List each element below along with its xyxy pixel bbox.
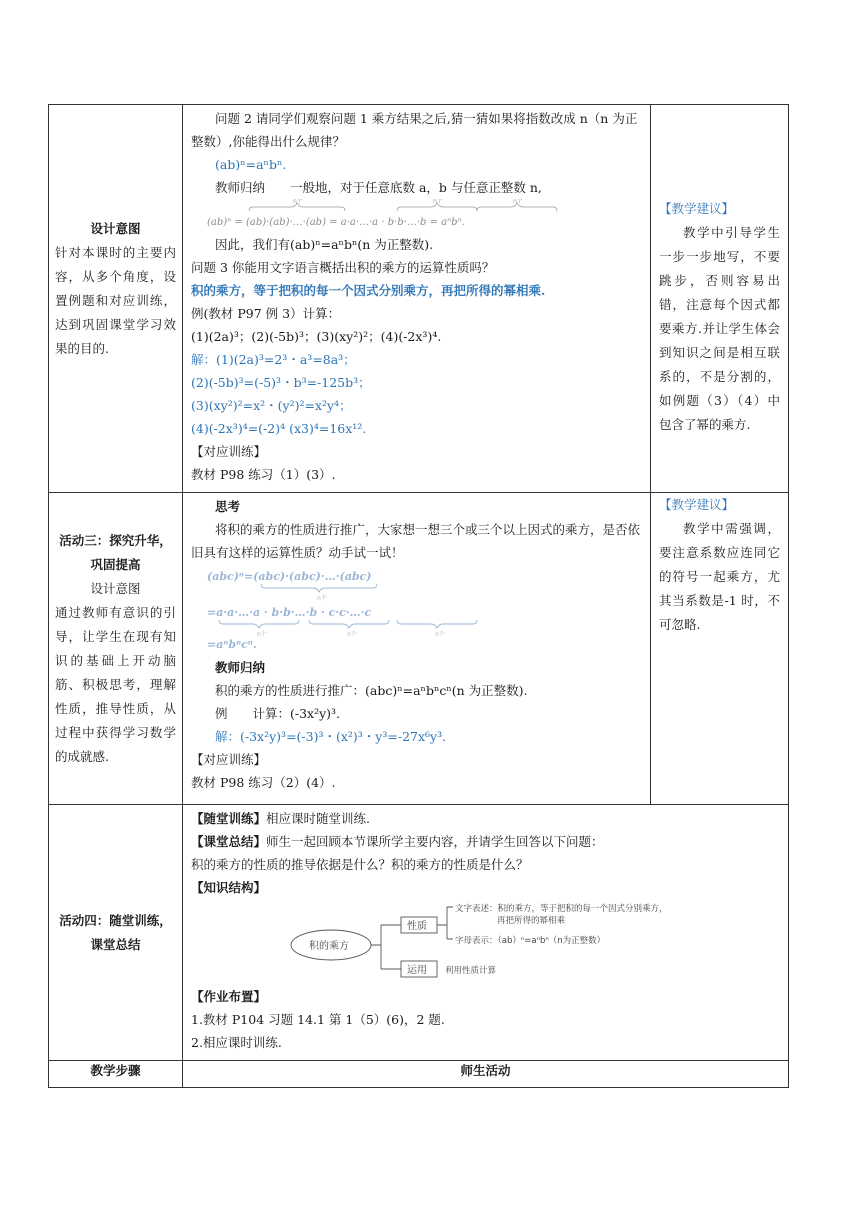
left-cell: [49, 105, 183, 493]
brace-label: n个: [317, 595, 327, 602]
teaching-tip-title: 【教学建议】: [659, 201, 735, 216]
diagram-text-desc-2: 再把所得的幂相乘: [497, 916, 566, 926]
drill-title: 【随堂训练】: [191, 811, 267, 826]
knowledge-structure-diagram: [281, 899, 721, 985]
example-title: 例(教材 P97 例 3）计算：: [191, 306, 341, 321]
therefore-text: 因此，我们有(ab)ⁿ=aⁿbⁿ(n 为正整数).: [215, 237, 434, 252]
teacher-summary-title: 教师归纳: [215, 660, 266, 675]
diagram-text-desc-1: 文字表述：积的乘方，等于把积的每一个因式分别乘方，: [455, 904, 668, 914]
formula-text: (ab)ⁿ = (ab)·(ab)·…·(ab) = a·a·…·a · b·b·…·b = aⁿbⁿ.: [207, 217, 465, 228]
design-intent-text: 通过教师有意识的引导，让学生在现有知识的基础上开动脑筋、积极思考，理解性质，推导性质，从过程中获得学习数学的成就感.: [55, 605, 176, 764]
q2-answer: (ab)ⁿ=aⁿbⁿ.: [215, 157, 287, 172]
example-text: 例 计算：(-3x²y)³.: [215, 706, 341, 721]
right-cell: [651, 493, 789, 805]
brace-label: n个: [293, 199, 303, 205]
diagram-branch-use: 运用: [407, 965, 427, 976]
example-solution: 解：(-3x²y)³=(-3)³・(x²)³・y³=-27x⁶y³.: [215, 729, 447, 744]
header-steps: 教学步骤: [49, 1061, 183, 1088]
question-2: 问题 2 请同学们观察问题 1 乘方结果之后,猜一猜如果将指数改成 n（n 为正整数）,你能得出什么规律？: [191, 111, 638, 149]
lesson-table: [48, 104, 789, 1088]
structure-title: 【知识结构】: [191, 880, 267, 895]
teaching-tip-text: 教学中引导学生一步一步地写，不要跳步，否则容易出错，注意每个因式都要乘方.并让学生体会到知识之间是相互联系的，不是分割的，如例题（3）（4）中包含了幂的乘方.: [659, 225, 780, 432]
design-intent-text: 针对本课时的主要内容，从多个角度，设置例题和对应训练，达到巩固课堂学习效果的目的.: [55, 245, 176, 356]
summary-title: 【课堂总结】: [191, 834, 267, 849]
teacher-summary-text: 积的乘方的性质进行推广：(abc)ⁿ=aⁿbⁿcⁿ(n 为正整数).: [215, 683, 528, 698]
solution-2: (2)(-5b)³=(-5)³・b³=-125b³；: [191, 375, 371, 390]
table-row: [49, 493, 789, 805]
summary-question: 积的乘方的性质的推导依据是什么？积的乘方的性质是什么？: [191, 857, 529, 872]
header-activities: 师生活动: [183, 1061, 789, 1088]
solution-4: (4)(-2x³)⁴=(-2)⁴ (x3)⁴=16x¹².: [191, 421, 367, 436]
main-cell: [183, 493, 651, 805]
table-header-row: [49, 1061, 789, 1088]
diagram-branch-property: 性质: [407, 921, 427, 932]
homework-item-1: 1.教材 P104 习题 14.1 第 1（5）(6)，2 题.: [191, 1012, 445, 1027]
teacher-summary: 教师归纳 一般地，对于任意底数 a，b 与任意正整数 n,: [215, 180, 542, 195]
diagram-letter-desc: 字母表示：（ab）ⁿ=aⁿbⁿ（n为正整数）: [455, 936, 606, 946]
practice-title: 【对应训练】: [191, 444, 267, 459]
main-cell: [183, 105, 651, 493]
table-row: [49, 805, 789, 1061]
right-cell: [651, 105, 789, 493]
solution-1: 解：(1)(2a)³=2³・a³=8a³；: [191, 352, 356, 367]
rule-statement: 积的乘方，等于把积的每一个因式分别乘方，再把所得的幂相乘.: [191, 283, 546, 298]
diagram-use-desc: 利用性质计算: [445, 966, 497, 976]
brace-label: n个: [435, 631, 445, 638]
example-items: (1)(2a)³；(2)(-5b)³；(3)(xy²)²；(4)(-2x³)⁴.: [191, 329, 442, 344]
left-cell: [49, 493, 183, 805]
think-title: 思考: [215, 499, 241, 514]
activity-title: 活动三：探究升华，巩固提高: [59, 533, 172, 572]
brace-label: n个: [257, 631, 267, 638]
think-text: 将积的乘方的性质进行推广，大家想一想三个或三个以上因式的乘方，是否依旧具有这样的运算性质？动手试一试！: [191, 522, 641, 560]
question-3: 问题 3 你能用文字语言概括出积的乘方的运算性质吗？: [191, 260, 495, 275]
brace-label: n个: [347, 631, 357, 638]
design-intent-title: 设计意图: [90, 581, 141, 596]
formula-line-3: =aⁿbⁿcⁿ.: [207, 638, 257, 651]
brace-label: n个: [513, 199, 523, 205]
activity-title: 活动四：随堂训练，课堂总结: [59, 912, 172, 952]
practice-title: 【对应训练】: [191, 752, 267, 767]
solution-3: (3)(xy²)²=x²・(y²)²=x²y⁴；: [191, 398, 352, 413]
left-cell: [49, 805, 183, 1061]
teaching-tip-title: 【教学建议】: [659, 497, 735, 512]
table-row: [49, 105, 789, 493]
homework-item-2: 2.相应课时训练.: [191, 1035, 282, 1050]
main-cell: [183, 805, 789, 1061]
formula-line-1: (abc)ⁿ=(abc)·(abc)·…·(abc): [207, 570, 372, 583]
diagram-center: 积的乘方: [309, 941, 349, 952]
abc-power-formula: [191, 564, 491, 656]
practice-text: 教材 P98 练习（2）(4）.: [191, 775, 336, 790]
practice-text: 教材 P98 练习（1）(3）.: [191, 467, 336, 482]
homework-title: 【作业布置】: [191, 989, 267, 1004]
drill-text: 相应课时随堂训练.: [266, 811, 370, 826]
product-power-formula: [191, 199, 591, 233]
teaching-tip-text: 教学中需强调，要注意系数应连同它的符号一起乘方，尤其当系数是-1 时，不可忽略.: [659, 521, 780, 632]
brace-label: n个: [433, 199, 443, 205]
summary-text: 师生一起回顾本节课所学主要内容，并请学生回答以下问题：: [266, 834, 604, 849]
design-intent-title: 设计意图: [90, 221, 141, 236]
formula-line-2: =a·a·…·a · b·b·…·b · c·c·…·c: [207, 606, 372, 619]
